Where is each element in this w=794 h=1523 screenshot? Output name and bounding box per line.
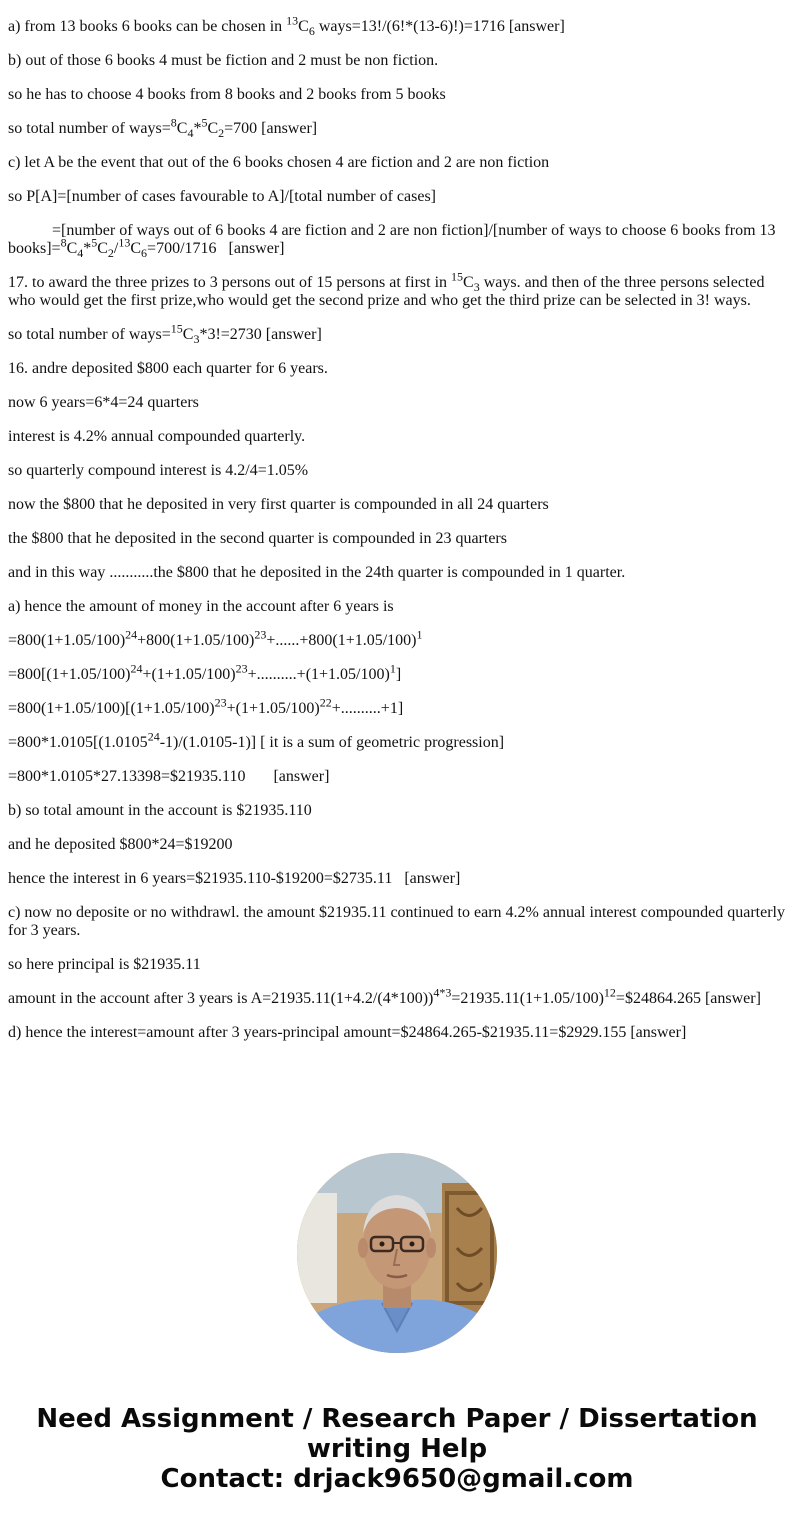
portrait-illustration — [297, 1153, 497, 1353]
text-line: $=800[(1+1.05/100)^{24}+(1+1.05/100)^{23}+..........+(1+1.05/100)^1]$ — [8, 661, 402, 683]
text-line: so total number of $ways=^8C_4*^5C_2=700$ [answer] — [8, 115, 318, 141]
text-line: 17. to award the three prizes to 3 persons out of 15 persons at first in $^{15}C_3$ ways. and then of the three persons selected who would get the first prize,who would get the second prize and who get the third prize can be selected in 3! ways. — [8, 269, 769, 309]
solution-document — [8, 13, 789, 1058]
text-line: so he has to choose 4 books from 8 books and 2 books from 5 books — [8, 86, 446, 103]
text-line: a) from 13 books 6 books can be chosen in $^{13}C_6$ ways=13!/(6!*(13-6)!)=1716 [answer] — [8, 13, 565, 39]
text-line: a) hence the amount of money in the account after 6 years is — [8, 598, 394, 615]
promo-footer — [0, 1404, 794, 1494]
promo-line-2: writing Help — [306, 1434, 488, 1464]
text-line: so P[A]=[number of cases favourable to A]/[total number of cases] — [8, 188, 436, 205]
text-line: and he deposited $800*24=$19200 — [8, 836, 233, 853]
text-line: d) hence the interest=amount after 3 years-principal amount=$24864.265-$21935.11=$2929.155 [answer] — [8, 1024, 687, 1041]
text-line: b) so total amount in the account is $21935.110 — [8, 802, 312, 819]
text-line: 16. andre deposited $800 each quarter for 6 years. — [8, 360, 328, 377]
text-line: amount in the account after 3 years is $A=21935.11(1+4.2/(4*100))^{4*3}=21935.11(1+1.05/100)^{12}=\$24864.265$ [answer] — [8, 985, 761, 1007]
text-line: so total number of $ways=^{15}C_3*3!=2730$ [answer] — [8, 321, 322, 347]
author-avatar — [297, 1153, 497, 1353]
text-line: b) out of those 6 books 4 must be fiction and 2 must be non fiction. — [8, 52, 439, 69]
text-line: so here principal is $21935.11 — [8, 956, 201, 973]
text-line: c) now no deposite or no withdrawl. the amount $21935.11 continued to earn 4.2% annual interest compounded quarterly for 3 years. — [8, 904, 789, 939]
text-line: hence the interest in 6 years=$21935.110-$19200=$2735.11 [answer] — [8, 870, 461, 887]
text-line: =800*1.0105*27.13398=$21935.110 [answer] — [8, 768, 330, 785]
text-line: c) let A be the event that out of the 6 books chosen 4 are fiction and 2 are non fiction — [8, 154, 550, 171]
promo-line-1: Need Assignment / Research Paper / Dissertation — [36, 1404, 758, 1434]
contact-line: Contact: drjack9650@gmail.com — [160, 1464, 634, 1494]
text-line: now the $800 that he deposited in very first quarter is compounded in all 24 quarters — [8, 496, 549, 513]
text-line: the $800 that he deposited in the second quarter is compounded in 23 quarters — [8, 530, 507, 547]
text-line: so quarterly compound interest is 4.2/4=1.05% — [8, 462, 309, 479]
text-line: interest is 4.2% annual compounded quarterly. — [8, 428, 306, 445]
text-line: $=800(1+1.05/100)[(1+1.05/100)^{23}+(1+1.05/100)^{22}+..........+1]$ — [8, 695, 404, 717]
text-line: =[number of ways out of 6 books 4 are fiction and 2 are non fiction]/[number of ways to choose 6 books from 13 $books]=^8C_4*^5C_2/^{13}C_6=700/1716$ [answer] — [8, 222, 780, 261]
text-line: $=800*1.0105[(1.0105^{24}-1)/(1.0105-1)]$ [ it is a sum of geometric progression] — [8, 729, 505, 751]
text-line: and in this way ...........the $800 that he deposited in the 24th quarter is compounded in 1 quarter. — [8, 564, 626, 581]
text-line: $=800(1+1.05/100)^{24}+800(1+1.05/100)^{23}+......+800(1+1.05/100)^1$ — [8, 627, 423, 649]
text-line: now 6 years=6*4=24 quarters — [8, 394, 199, 411]
